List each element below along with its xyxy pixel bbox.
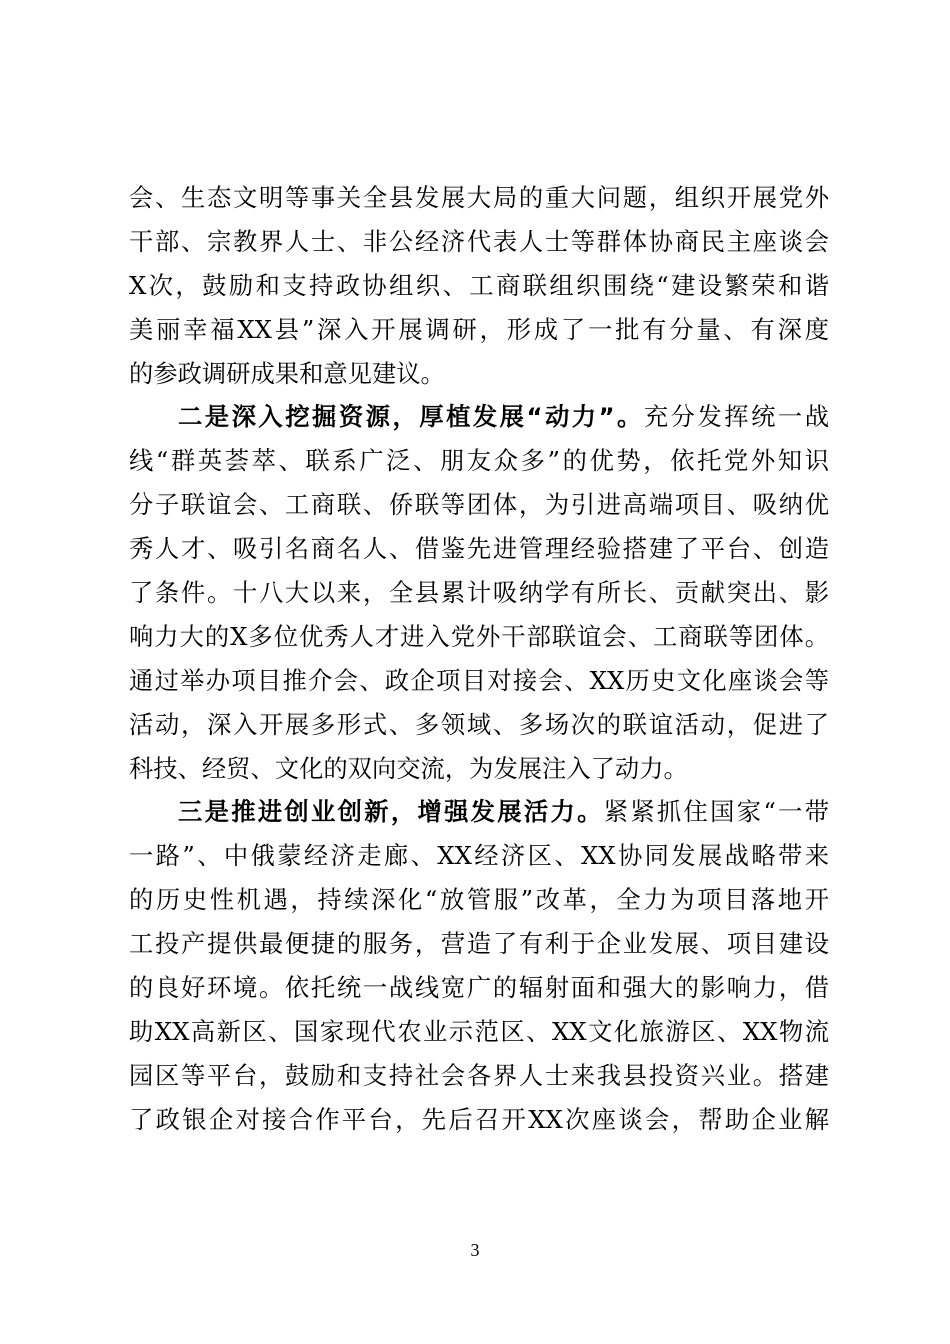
body-text (129, 176, 829, 1142)
text-line (129, 395, 829, 439)
text-line: 响力大的X多位优秀人才进入党外干部联谊会、工商联等团体。 (129, 621, 829, 651)
text-line: 了条件。十八大以来，全县累计吸纳学有所长、贡献突出、影 (129, 578, 829, 608)
text-run: 紧紧抓住国家“一带 (603, 797, 829, 827)
text-line: 美丽幸福XX县”深入开展调研，形成了一批有分量、有深度 (129, 314, 829, 344)
text-line: 通过举办项目推介会、政企项目对接会、XX历史文化座谈会等 (129, 665, 829, 695)
text-line: X次，鼓励和支持政协组织、工商联组织围绕“建设繁荣和谐 (129, 270, 829, 300)
text-line: 科技、经贸、文化的双向交流，为发展注入了动力。 (129, 753, 688, 783)
text-line: 园区等平台，鼓励和支持社会各界人士来我县投资兴业。搭建 (129, 1060, 829, 1090)
text-line: 分子联谊会、工商联、侨联等团体，为引进高端项目、吸纳优 (129, 490, 829, 520)
text-line (129, 790, 829, 834)
text-line: 一路”、中俄蒙经济走廊、XX经济区、XX协同发展战略带来 (129, 841, 829, 871)
text-line: 活动，深入开展多形式、多领域、多场次的联谊活动，促进了 (129, 709, 829, 739)
text-line: 会、生态文明等事关全县发展大局的重大问题，组织开展党外 (129, 183, 829, 212)
paragraph-1 (129, 176, 829, 395)
page-number: 3 (470, 1240, 480, 1260)
text-line: 了政银企对接合作平台，先后召开XX次座谈会，帮助企业解 (129, 1104, 829, 1134)
text-line: 线“群英荟萃、联系广泛、朋友众多”的优势，依托党外知识 (129, 446, 829, 476)
paragraph-lead-heading: 二是深入挖掘资源，厚植发展“动力”。 (178, 402, 644, 432)
text-line: 的良好环境。依托统一战线宽广的辐射面和强大的影响力，借 (129, 973, 829, 1003)
paragraph-3 (129, 790, 829, 1141)
paragraph-lead-heading: 三是推进创业创新，增强发展活力。 (178, 797, 604, 827)
text-line: 的历史性机遇，持续深化“放管服”改革，全力为项目落地开 (129, 885, 829, 915)
text-line: 的参政调研成果和意见建议。 (129, 358, 445, 388)
paragraph-2 (129, 395, 829, 790)
text-line: 助XX高新区、国家现代农业示范区、XX文化旅游区、XX物流 (129, 1016, 830, 1046)
text-line: 工投产提供最便捷的服务，营造了有利于企业发展、项目建设 (129, 929, 829, 959)
text-line: 干部、宗教界人士、非公经济代表人士等群体协商民主座谈会 (129, 226, 829, 256)
text-run: 充分发挥统一战 (643, 402, 830, 432)
text-line: 秀人才、吸引名商名人、借鉴先进管理经验搭建了平台、创造 (129, 534, 829, 564)
